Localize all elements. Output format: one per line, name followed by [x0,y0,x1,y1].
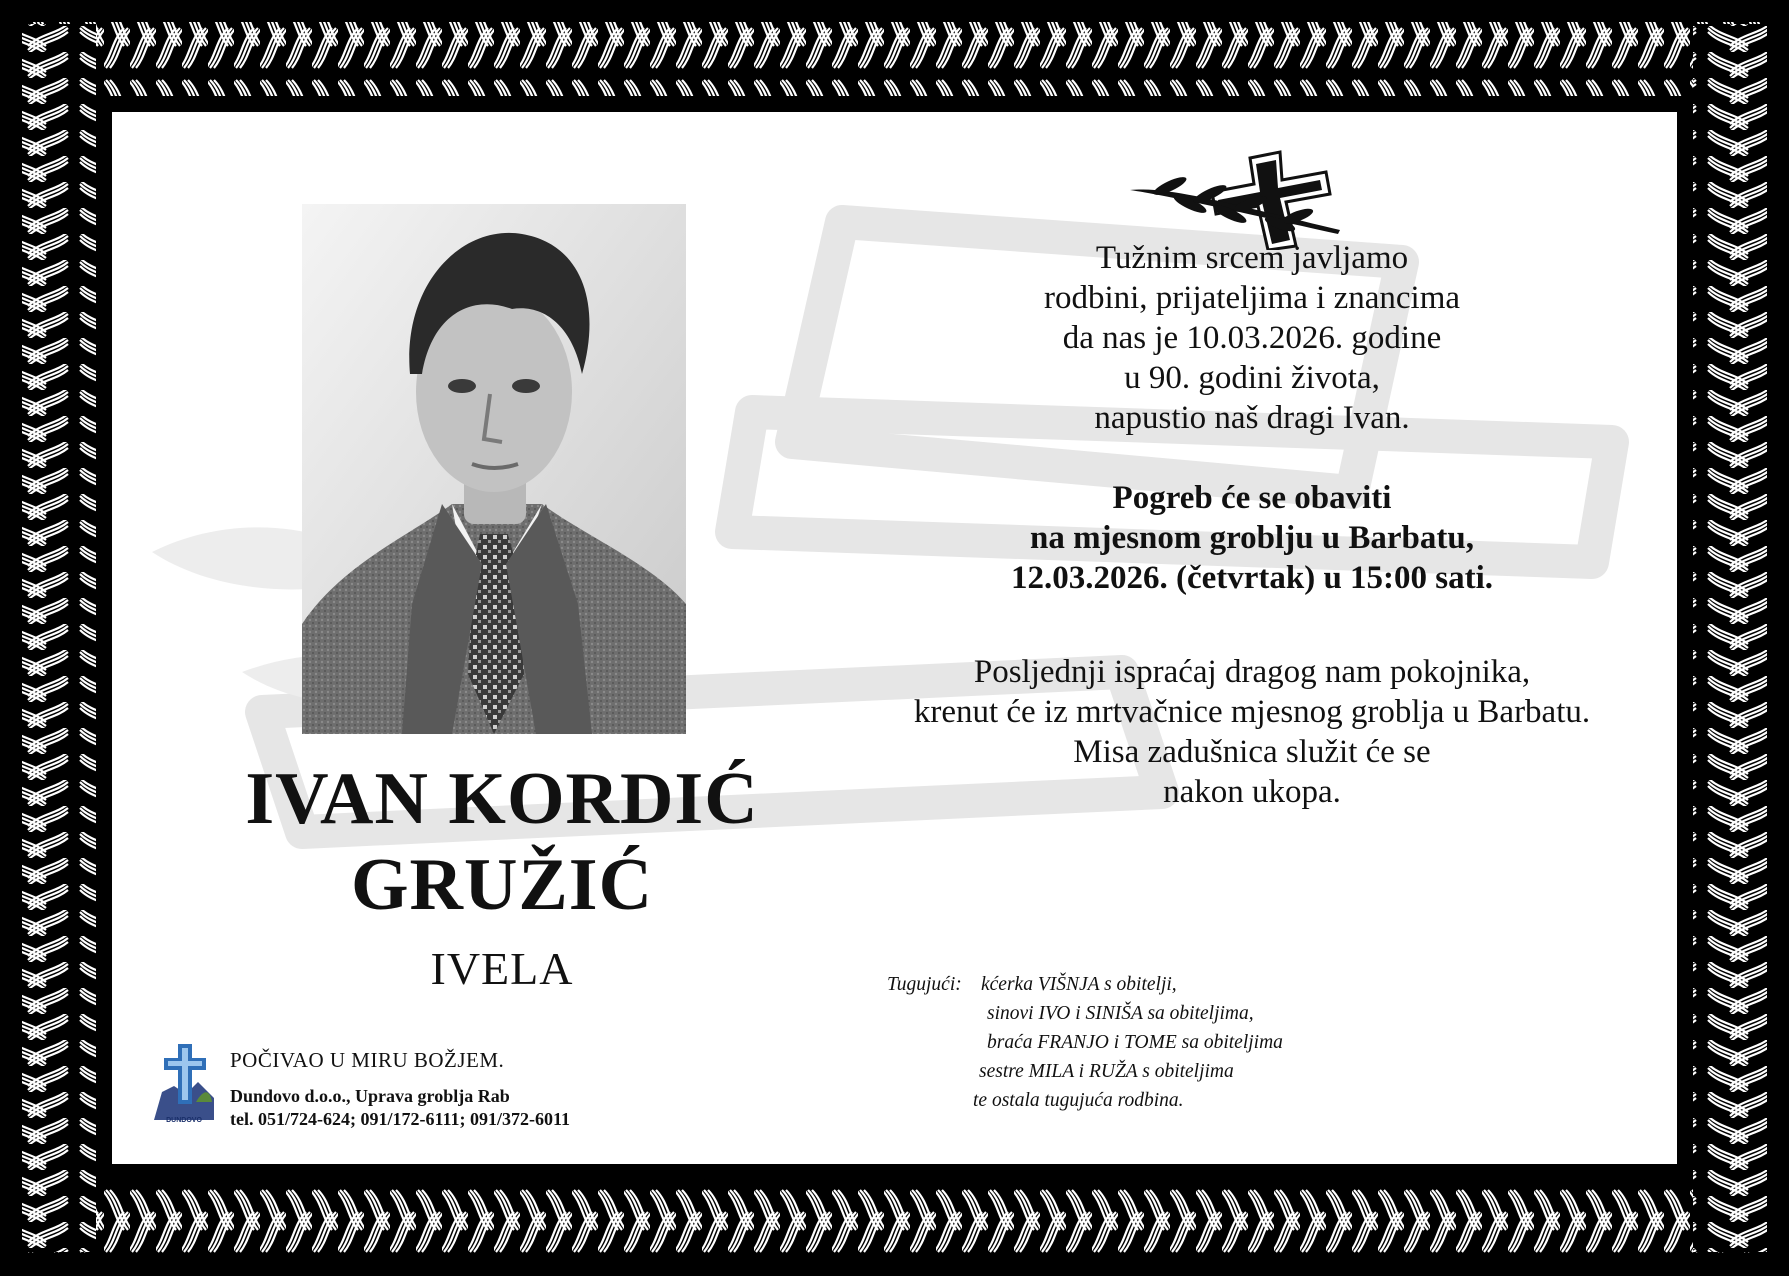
notice-paper [112,112,1677,1164]
deceased-nickname: IVELA [430,943,574,994]
procession-line: nakon ukopa. [1163,774,1341,810]
portrait-photo [302,204,686,734]
announcement-line: u 90. godini života, [1124,360,1380,396]
footer-phone: tel. 051/724-624; 091/172-6111; 091/372-6011 [230,1109,570,1129]
funeral-line: 12.03.2026. (četvrtak) u 15:00 sati. [1010,560,1494,596]
procession-line: krenut će iz mrtvačnice mjesnog groblja u Barbatu. [913,694,1591,730]
footer-company: Dundovo d.o.o., Uprava groblja Rab [230,1086,510,1106]
procession-line: Posljednji ispraćaj dragog nam pokojnika, [973,654,1531,690]
procession-line: Misa zadušnica služit će se [1073,734,1431,770]
procession-details [862,652,1642,812]
cross-logo-icon [152,1042,216,1124]
logo-text: DUNDOVO [166,1117,202,1124]
announcement-line: napustio naš dragi Ivan. [1094,400,1410,436]
footer-motto: POČIVAO U MIRU BOŽJEM. [230,1048,505,1072]
mourners-label: Tugujući: [887,974,962,995]
funeral-line: na mjesnom groblju u Barbatu, [1029,520,1475,556]
deceased-name-line2: GRUŽIĆ [350,844,654,926]
cross-with-palm-branch-icon [1130,150,1400,250]
announcement-line: da nas je 10.03.2026. godine [1062,320,1442,356]
announcement-line: rodbini, prijateljima i znancima [1043,280,1461,316]
mourner-line: sinovi IVO i SINIŠA sa obiteljima, [987,1003,1254,1024]
funeral-line: Pogreb će se obaviti [1112,480,1392,516]
mourner-line: braća FRANJO i TOME sa obiteljima [987,1032,1283,1053]
mourner-line: sestre MILA i RUŽA s obiteljima [979,1061,1234,1082]
deceased-name-line1: IVAN KORDIĆ [245,758,759,840]
announcement-line: Tužnim srcem javljamo [1095,240,1409,276]
announcement-text [862,238,1642,438]
funeral-details [862,478,1642,598]
mourner-line: te ostala tugujuća rodbina. [973,1090,1184,1111]
mourner-line: kćerka VIŠNJA s obitelji, [981,974,1177,995]
